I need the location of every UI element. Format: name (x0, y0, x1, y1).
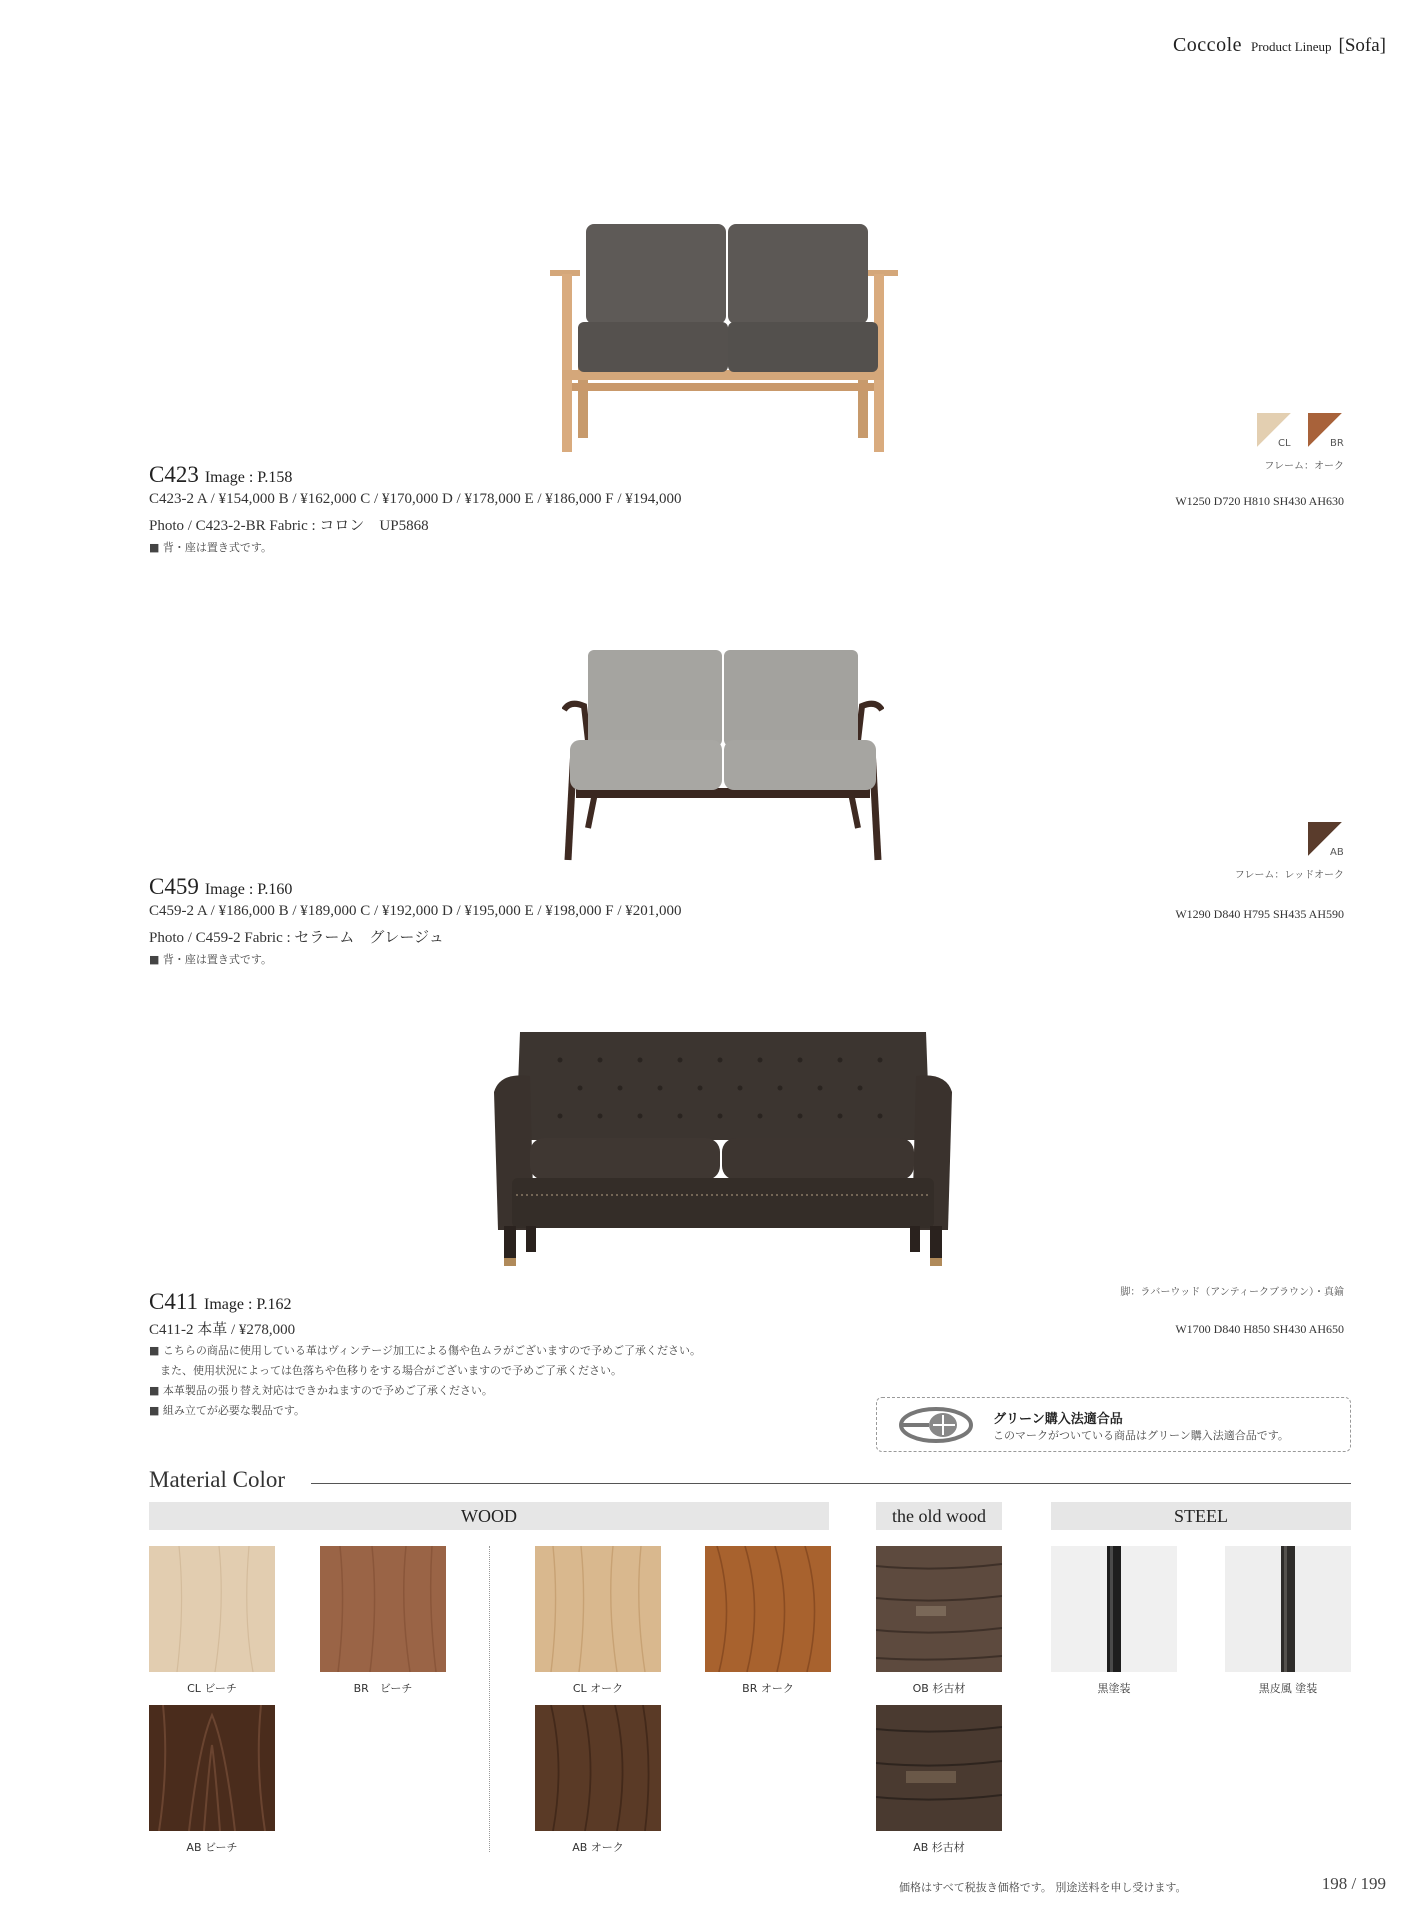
product-title-c459 (149, 874, 292, 900)
lineup-label: Product Lineup (1251, 39, 1332, 54)
green-mark-icon (899, 1407, 973, 1443)
group-header-wood: WOOD (149, 1502, 829, 1530)
swatch-black-leather-paint (1225, 1546, 1351, 1672)
note-c411-4: ■ 組み立てが必要な製品です。 (149, 1404, 306, 1417)
swatch-br-beech (320, 1546, 446, 1672)
price-line-c411: C411-2 本革 / ¥278,000 (149, 1322, 296, 1338)
wood-divider (489, 1546, 490, 1852)
photo-caption-c459: Photo / C459-2 Fabric : セラーム グレージュ (149, 930, 444, 946)
model-name: C423 (149, 462, 199, 487)
product-photo-c411 (490, 1030, 956, 1272)
leg-label-c411: 脚：ラバーウッド（アンティークブラウン）・真鍮 (1120, 1287, 1344, 1298)
chip-code-ab: AB (1330, 847, 1344, 858)
frame-label-c423: フレーム：オーク (1264, 461, 1344, 472)
swatch-ab-oak (535, 1705, 661, 1831)
swatch-label: CL オーク (572, 1682, 624, 1695)
swatch-label: 黒皮風 塗装 (1258, 1682, 1318, 1695)
swatch-label: AB 杉古材 (913, 1841, 965, 1854)
group-header-steel: STEEL (1051, 1502, 1351, 1530)
note-c423: ■ 背・座は置き式です。 (149, 541, 273, 554)
swatch-ob-cedar (876, 1546, 1002, 1672)
swatch-label: OB 杉古材 (912, 1682, 966, 1695)
section-rule (311, 1483, 1351, 1484)
dimensions-c423: W1250 D720 H810 SH430 AH630 (1175, 494, 1344, 508)
dimensions-c459: W1290 D840 H795 SH435 AH590 (1175, 907, 1344, 921)
image-ref: Image : P.158 (204, 469, 293, 486)
frame-label-c459: フレーム：レッドオーク (1234, 870, 1344, 881)
price-note: 価格はすべて税抜き価格です。 別途送料を申し受けます。 (899, 1881, 1187, 1894)
green-badge-title: グリーン購入法適合品 (993, 1412, 1123, 1427)
swatch-label: 黒塗装 (1097, 1682, 1131, 1695)
price-line-c459: C459-2 A / ¥186,000 B / ¥189,000 C / ¥192,000 D / ¥195,000 E / ¥198,000 F / ¥201,000 (149, 903, 682, 919)
category-label: [Sofa] (1338, 35, 1386, 56)
swatch-black-paint (1051, 1546, 1177, 1672)
note-c459: ■ 背・座は置き式です。 (149, 953, 273, 966)
swatch-label: CL ビーチ (187, 1682, 237, 1695)
product-title-c423 (149, 462, 292, 488)
group-header-old-wood: the old wood (876, 1502, 1002, 1530)
material-section-title: Material Color (149, 1467, 286, 1492)
chip-code-cl: CL (1278, 438, 1291, 449)
page-header (1173, 34, 1386, 57)
swatch-label: BR ビーチ (353, 1682, 413, 1695)
swatch-label: AB ビーチ (186, 1841, 238, 1854)
swatch-ab-beech (149, 1705, 275, 1831)
image-ref: Image : P.162 (204, 1296, 292, 1313)
swatch-cl-oak (535, 1546, 661, 1672)
note-c411-3: ■ 本革製品の張り替え対応はできかねますので予めご了承ください。 (149, 1384, 493, 1397)
note-c411-1: ■ こちらの商品に使用している革はヴィンテージ加工による傷や色ムラがございますので予めご了承ください。 (149, 1344, 702, 1357)
page-number: 198 / 199 (1321, 1874, 1386, 1893)
product-photo-c423 (548, 218, 898, 453)
green-purchase-badge (876, 1397, 1351, 1452)
model-name: C459 (149, 874, 199, 899)
image-ref: Image : P.160 (204, 881, 293, 898)
green-badge-desc: このマークがついている商品はグリーン購入法適合品です。 (993, 1429, 1289, 1442)
photo-caption-c423: Photo / C423-2-BR Fabric : コロン UP5868 (149, 518, 429, 534)
chip-code-br: BR (1330, 438, 1344, 449)
product-title-c411 (149, 1289, 292, 1315)
swatch-br-oak (705, 1546, 831, 1672)
dimensions-c411: W1700 D840 H850 SH430 AH650 (1175, 1322, 1344, 1336)
note-c411-2: また、使用状況によっては色落ちや色移りをする場合がございますので予めご了承ください。 (149, 1364, 622, 1377)
price-line-c423: C423-2 A / ¥154,000 B / ¥162,000 C / ¥170,000 D / ¥178,000 E / ¥186,000 F / ¥194,000 (149, 491, 682, 507)
brand-name: Coccole (1172, 34, 1242, 56)
model-name: C411 (149, 1289, 198, 1314)
swatch-label: AB オーク (572, 1841, 624, 1854)
product-photo-c459 (562, 648, 884, 863)
swatch-ab-cedar (876, 1705, 1002, 1831)
swatch-cl-beech (149, 1546, 275, 1672)
swatch-label: BR オーク (742, 1682, 794, 1695)
